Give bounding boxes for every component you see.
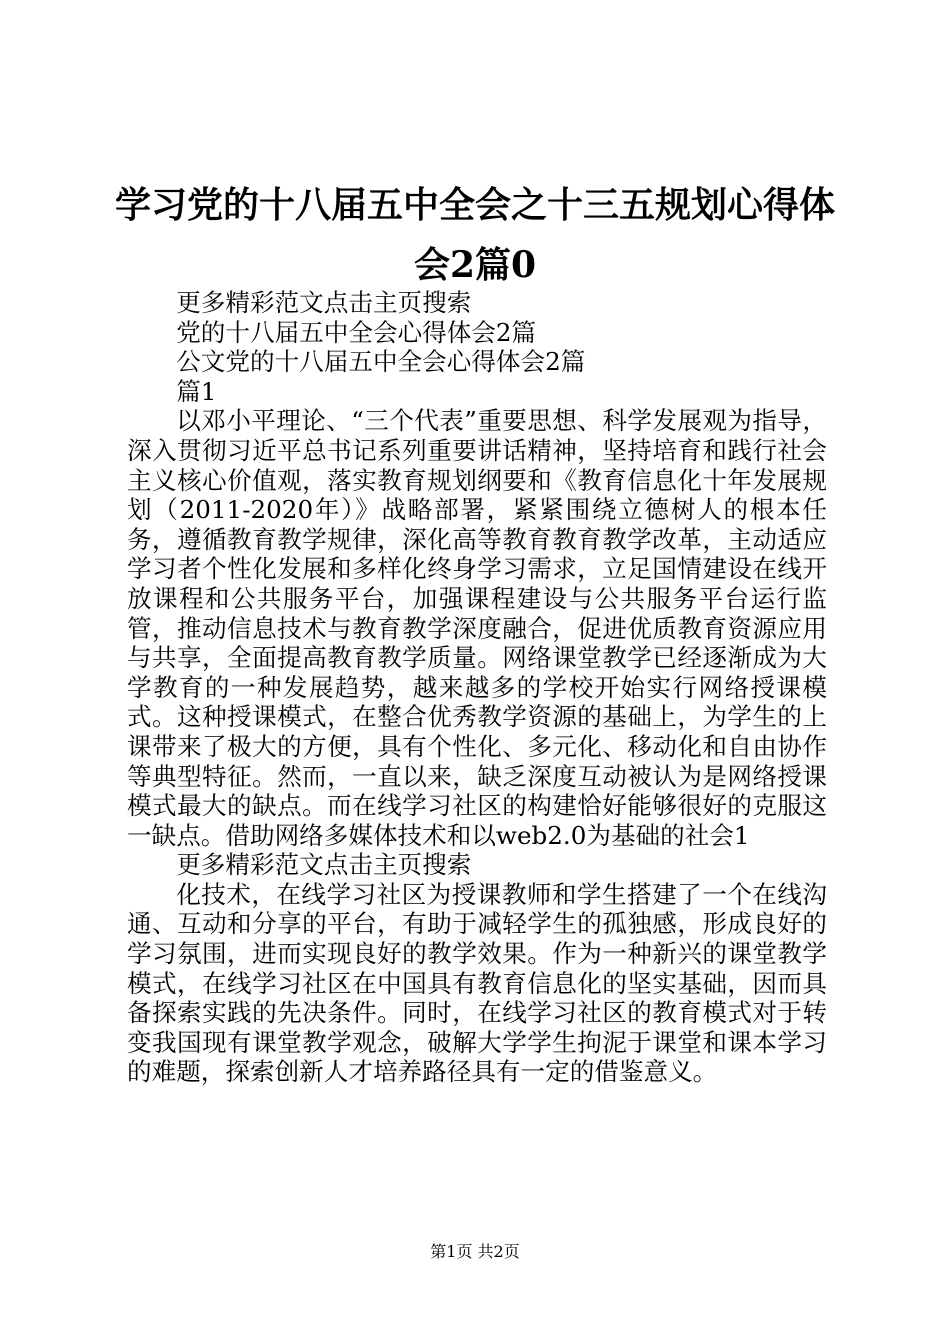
paragraph-body-2: 化技术，在线学习社区为授课教师和学生搭建了一个在线沟通、互动和分享的平台，有助于减轻学生的孤独感，形成良好的学习氛围，进而实现良好的教学效果。作为一种新兴的课堂教学模式，在线学习社区在中国具有教育信息化的坚实基础，因而具备探索实践的先决条件。同时，在线学习社区的教育模式对于转变我国现有课堂教学观念，破解大学学生拘泥于课堂和课本学习的难题，探索创新人才培养路径具有一定的借鉴意义。: [127, 879, 827, 1087]
document-title-line-1: 学习党的十八届五中全会之十三五规划心得体: [114, 184, 835, 226]
paragraph-subtitle: 党的十八届五中全会心得体会2篇: [176, 317, 537, 347]
document-title-line-2: 会2篇0: [413, 244, 537, 286]
paragraph-section-heading: 篇1: [176, 376, 217, 406]
paragraph-body-1: 以邓小平理论、“三个代表”重要思想、科学发展观为指导，深入贯彻习近平总书记系列重要讲话精神，坚持培育和践行社会主义核心价值观，落实教育规划纲要和《教育信息化十年发展规划（2011-2020年）》战略部署，紧紧围绕立德树人的根本任务，遵循教育教学规律，深化高等教育教育教学改革，主动适应学习者个性化发展和多样化终身学习需求，立足国情建设在线开放课程和公共服务平台，加强课程建设与公共服务平台运行监管，推动信息技术与教育教学深度融合，促进优质教育资源应用与共享，全面提高教育教学质量。网络课堂教学已经逐渐成为大学教育的一种发展趋势，越来越多的学校开始实行网络授课模式。这种授课模式，在整合优秀教学资源的基础上，为学生的上课带来了极大的方便，具有个性化、多元化、移动化和自由协作等典型特征。然而，一直以来，缺乏深度互动被认为是网络授课模式最大的缺点。而在线学习社区的构建恰好能够很好的克服这一缺点。借助网络多媒体技术和以web2.0为基础的社会1: [127, 406, 827, 850]
document-body: [127, 288, 827, 1087]
paragraph-promo-1: 更多精彩范文点击主页搜索: [176, 288, 472, 317]
page-footer: 第1页 共2页: [430, 1242, 520, 1261]
paragraph-subtitle-2: 公文党的十八届五中全会心得体会2篇: [176, 347, 586, 377]
paragraph-promo-2: 更多精彩范文点击主页搜索: [176, 850, 472, 880]
